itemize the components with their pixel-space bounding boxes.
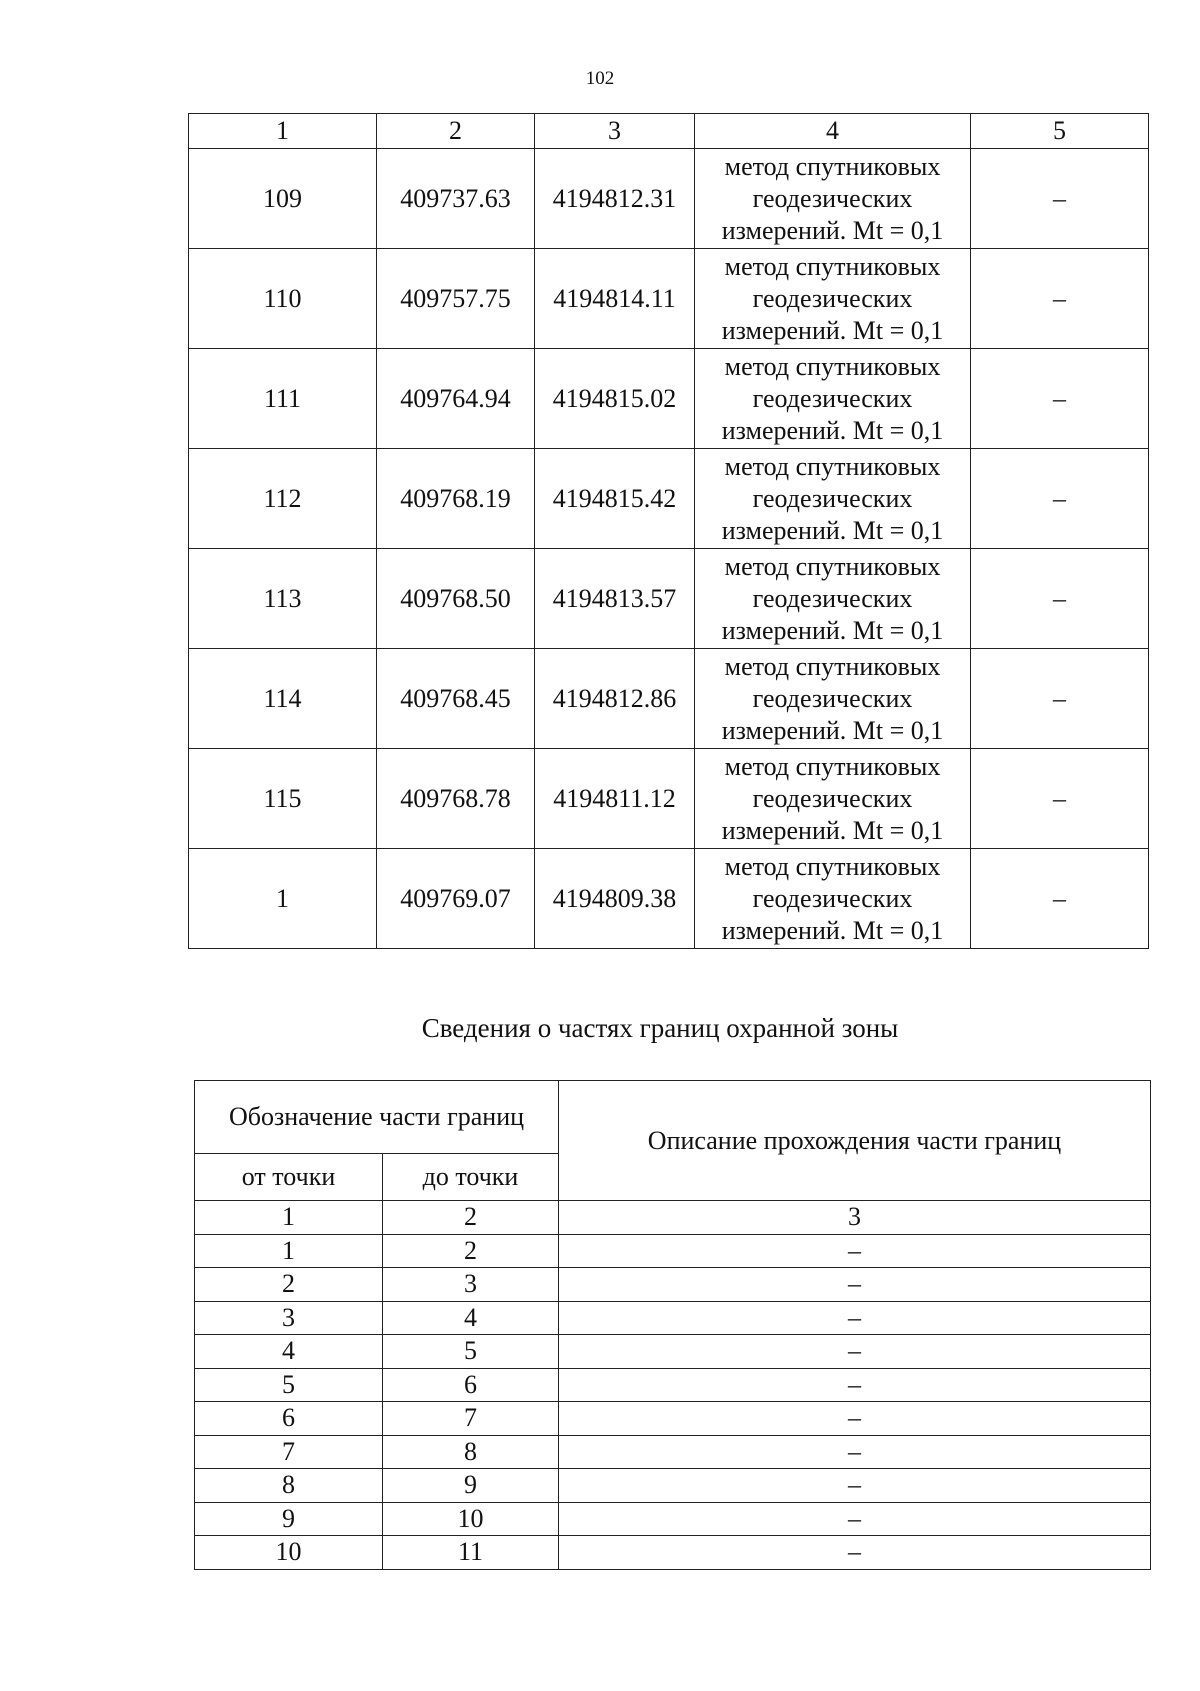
method-line: метод спутниковых [724,251,941,281]
table-row [195,1301,1151,1335]
part-description: – [559,1234,1151,1268]
parts-header-row [195,1081,1151,1154]
table-row [189,849,1149,949]
to-point: 3 [383,1268,559,1302]
method-line: измерений. Mt = 0,1 [721,715,944,745]
coordinate-x: 409737.63 [377,149,535,249]
header-description: Описание прохождения части границ [559,1081,1151,1201]
from-point: 3 [195,1301,383,1335]
measurement-method [695,249,971,349]
method-line: геодезических [752,783,913,813]
from-point: 4 [195,1335,383,1369]
header-from-point: от точки [195,1154,383,1201]
method-line: метод спутниковых [724,551,941,581]
table-row [189,149,1149,249]
method-line: измерений. Mt = 0,1 [721,615,944,645]
to-point: 5 [383,1335,559,1369]
method-line: метод спутниковых [724,151,941,181]
table-row [195,1368,1151,1402]
method-line: геодезических [752,583,913,613]
to-point: 6 [383,1368,559,1402]
column-number-2: 2 [383,1201,559,1235]
to-point: 2 [383,1234,559,1268]
table-row [195,1502,1151,1536]
coordinates-header-row [189,114,1149,149]
note: – [971,849,1149,949]
measurement-method [695,549,971,649]
part-description: – [559,1402,1151,1436]
part-description: – [559,1335,1151,1369]
point-number: 112 [189,449,377,549]
to-point: 7 [383,1402,559,1436]
method-line: измерений. Mt = 0,1 [721,415,944,445]
note: – [971,449,1149,549]
coordinate-y: 4194812.31 [535,149,695,249]
measurement-method [695,149,971,249]
coordinate-x: 409768.45 [377,649,535,749]
table-row [189,449,1149,549]
method-line: метод спутниковых [724,651,941,681]
point-number: 113 [189,549,377,649]
point-number: 109 [189,149,377,249]
table-row [195,1435,1151,1469]
table-row [195,1234,1151,1268]
coordinate-y: 4194812.86 [535,649,695,749]
page-number: 102 [585,68,615,89]
from-point: 8 [195,1469,383,1503]
from-point: 2 [195,1268,383,1302]
part-description: – [559,1502,1151,1536]
part-description: – [559,1536,1151,1570]
method-line: измерений. Mt = 0,1 [721,315,944,345]
method-line: измерений. Mt = 0,1 [721,815,944,845]
point-number: 111 [189,349,377,449]
column-number-4: 4 [695,114,971,149]
part-description: – [559,1435,1151,1469]
from-point: 9 [195,1502,383,1536]
method-line: геодезических [752,883,913,913]
note: – [971,649,1149,749]
to-point: 9 [383,1469,559,1503]
column-number-5: 5 [971,114,1149,149]
method-line: измерений. Mt = 0,1 [721,215,944,245]
table-row [189,549,1149,649]
from-point: 10 [195,1536,383,1570]
table-row [195,1536,1151,1570]
measurement-method [695,849,971,949]
method-line: метод спутниковых [724,451,941,481]
part-description: – [559,1469,1151,1503]
coordinate-x: 409769.07 [377,849,535,949]
method-line: геодезических [752,383,913,413]
note: – [971,349,1149,449]
method-line: геодезических [752,183,913,213]
note: – [971,149,1149,249]
table-row [189,249,1149,349]
note: – [971,249,1149,349]
parts-number-row [195,1201,1151,1235]
part-description: – [559,1268,1151,1302]
column-number-1: 1 [189,114,377,149]
measurement-method [695,649,971,749]
table-row [195,1469,1151,1503]
table-row [189,349,1149,449]
coordinate-y: 4194811.12 [535,749,695,849]
method-line: геодезических [752,683,913,713]
column-number-3: 3 [559,1201,1151,1235]
header-designation: Обозначение части границ [195,1081,559,1154]
part-description: – [559,1301,1151,1335]
measurement-method [695,449,971,549]
boundary-parts-table [194,1080,1151,1570]
note: – [971,749,1149,849]
method-line: геодезических [752,483,913,513]
measurement-method [695,349,971,449]
table-row [195,1402,1151,1436]
coordinate-y: 4194813.57 [535,549,695,649]
table-row [195,1268,1151,1302]
coordinate-y: 4194815.42 [535,449,695,549]
from-point: 7 [195,1435,383,1469]
from-point: 6 [195,1402,383,1436]
coordinate-x: 409768.50 [377,549,535,649]
column-number-2: 2 [377,114,535,149]
column-number-1: 1 [195,1201,383,1235]
table-row [195,1335,1151,1369]
measurement-method [695,749,971,849]
coordinate-x: 409768.78 [377,749,535,849]
coordinate-x: 409757.75 [377,249,535,349]
coordinate-y: 4194815.02 [535,349,695,449]
coordinate-y: 4194809.38 [535,849,695,949]
from-point: 1 [195,1234,383,1268]
point-number: 110 [189,249,377,349]
point-number: 1 [189,849,377,949]
point-number: 115 [189,749,377,849]
coordinates-table [188,113,1149,949]
from-point: 5 [195,1368,383,1402]
method-line: метод спутниковых [724,851,941,881]
to-point: 4 [383,1301,559,1335]
header-to-point: до точки [383,1154,559,1201]
method-line: метод спутниковых [724,351,941,381]
method-line: измерений. Mt = 0,1 [721,515,944,545]
table-row [189,649,1149,749]
table-row [189,749,1149,849]
method-line: метод спутниковых [724,751,941,781]
coordinate-x: 409764.94 [377,349,535,449]
to-point: 8 [383,1435,559,1469]
column-number-3: 3 [535,114,695,149]
to-point: 11 [383,1536,559,1570]
method-line: геодезических [752,283,913,313]
coordinate-x: 409768.19 [377,449,535,549]
part-description: – [559,1368,1151,1402]
to-point: 10 [383,1502,559,1536]
method-line: измерений. Mt = 0,1 [721,915,944,945]
section-title: Сведения о частях границ охранной зоны [421,1013,899,1043]
coordinate-y: 4194814.11 [535,249,695,349]
point-number: 114 [189,649,377,749]
note: – [971,549,1149,649]
